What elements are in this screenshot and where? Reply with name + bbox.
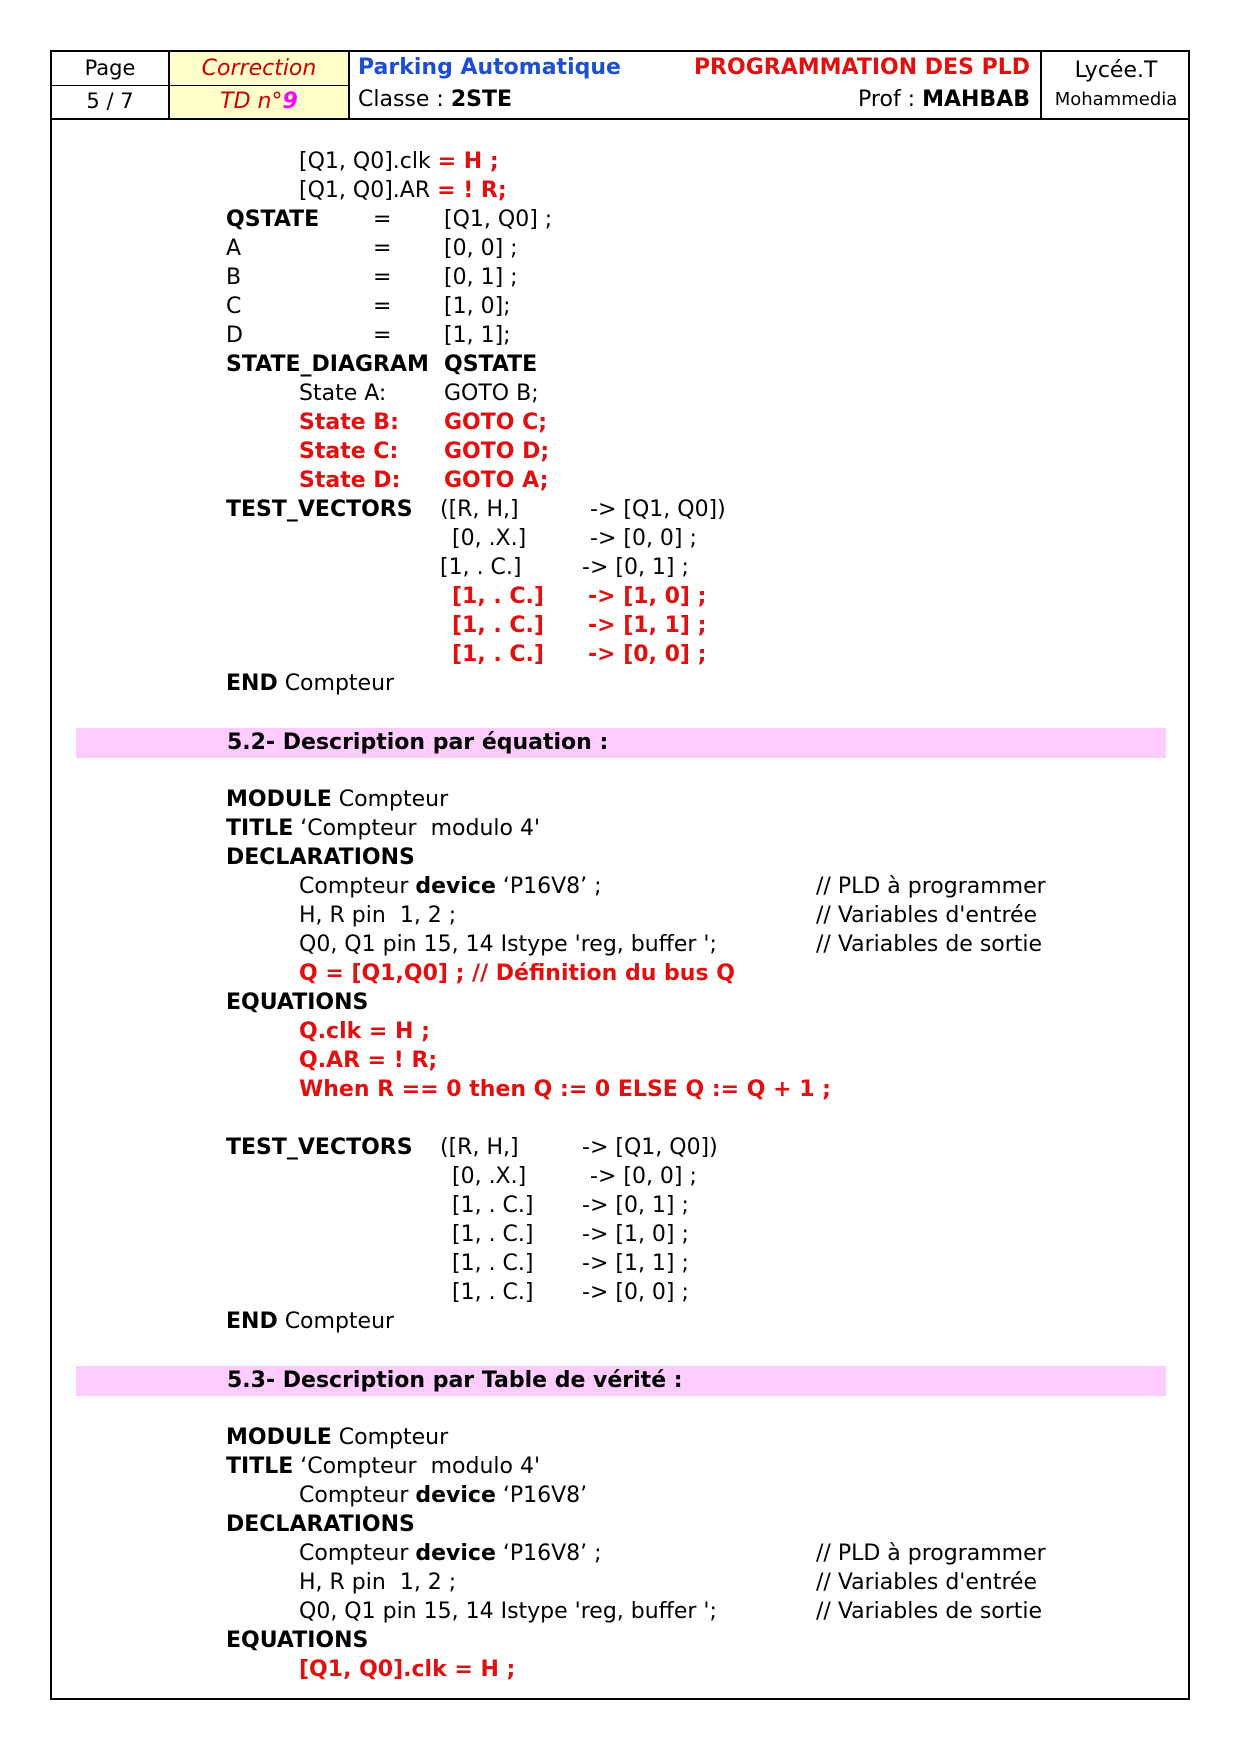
vector-out: -> [0, 1] ; <box>582 555 689 580</box>
subject-title: PROGRAMMATION DES PLD <box>693 55 1030 80</box>
transition-state: State C: <box>299 439 399 464</box>
td-label <box>170 85 348 118</box>
vector-out: -> [0, 0] ; <box>590 1164 697 1189</box>
page-cell <box>52 52 170 118</box>
prof-label: Prof : <box>858 87 923 112</box>
page-frame <box>50 50 1190 1700</box>
device-comment: // PLD à programmer <box>816 874 1046 899</box>
state-eq: = <box>373 265 392 290</box>
vector-out: -> [0, 0] ; <box>582 1280 689 1305</box>
school-cell <box>1042 52 1190 118</box>
end-keyword: END <box>226 1309 278 1334</box>
equation-line: [Q1, Q0].clk = H ; <box>299 1657 516 1682</box>
vector-in: [1, . C.] <box>452 1193 534 1218</box>
vector-in: [1, . C.] <box>452 1222 534 1247</box>
outputs-line: Q0, Q1 pin 15, 14 Istype 'reg, buffer '; <box>299 932 717 957</box>
classe-label: Classe : <box>358 87 451 112</box>
qstate-value: [Q1, Q0] ; <box>444 207 553 232</box>
device-name: Compteur <box>299 1483 416 1508</box>
qstate-keyword: QSTATE <box>226 207 320 232</box>
title-line <box>226 1453 540 1481</box>
equations-keyword: EQUATIONS <box>226 1628 369 1653</box>
vector-in: [1, . C.] <box>452 642 544 667</box>
equation-line: When R == 0 then Q := 0 ELSE Q := Q + 1 ; <box>299 1077 831 1102</box>
section-heading-band <box>76 1366 1166 1396</box>
declarations-keyword: DECLARATIONS <box>226 1512 415 1537</box>
vector-out: -> [1, 1] ; <box>582 1251 689 1276</box>
transition-goto: GOTO B; <box>444 381 539 406</box>
clk-value: = H ; <box>437 149 499 174</box>
tv-head-in: ([R, H,] <box>440 1135 519 1160</box>
transition-goto: GOTO A; <box>444 468 549 493</box>
section-heading: 5.2- Description par équation : <box>227 730 609 755</box>
state-value: [1, 1]; <box>444 323 511 348</box>
state-name: D <box>226 323 243 348</box>
correction-cell <box>170 52 350 118</box>
device-value: ‘P16V8’ <box>495 1483 588 1508</box>
transition-state: State D: <box>299 468 401 493</box>
equation-line: Q.AR = ! R; <box>299 1048 438 1073</box>
vector-out: -> [1, 0] ; <box>582 1222 689 1247</box>
prof-line <box>858 85 1030 115</box>
ar-value: = ! R; <box>437 178 507 203</box>
equation-line: Q.clk = H ; <box>299 1019 430 1044</box>
device-value: ‘P16V8’ ; <box>495 1541 602 1566</box>
school-name: Lycée.T <box>1074 58 1158 83</box>
title-value: ‘Compteur modulo 4' <box>293 816 540 841</box>
classe-line <box>358 85 512 115</box>
transition-goto: GOTO D; <box>444 439 550 464</box>
end-keyword: END <box>226 671 278 696</box>
device-line <box>299 873 602 901</box>
vector-in: [1, . C.] <box>452 584 544 609</box>
end-name: Compteur <box>277 671 395 696</box>
equations-keyword: EQUATIONS <box>226 990 369 1015</box>
doc-title: Parking Automatique <box>358 55 621 80</box>
clk-line <box>299 148 499 176</box>
title-device-line <box>299 1482 587 1510</box>
tv-head-out: -> [Q1, Q0]) <box>582 1135 718 1160</box>
clk-text: [Q1, Q0].clk <box>299 149 438 174</box>
device-comment: // PLD à programmer <box>816 1541 1046 1566</box>
state-name: A <box>226 236 242 261</box>
ar-line <box>299 177 507 205</box>
end-line <box>226 1308 394 1336</box>
page-label: Page <box>52 52 168 86</box>
vector-out: -> [0, 0] ; <box>590 526 697 551</box>
td-prefix: TD n° <box>220 89 283 114</box>
qstate-eq: = <box>373 207 392 232</box>
device-keyword: device <box>415 1483 496 1508</box>
state-value: [0, 0] ; <box>444 236 518 261</box>
title-value: ‘Compteur modulo 4' <box>293 1454 540 1479</box>
transition-state: State A: <box>299 381 387 406</box>
inputs-line: H, R pin 1, 2 ; <box>299 903 457 928</box>
module-name: Compteur <box>331 787 449 812</box>
td-number: 9 <box>282 89 298 114</box>
end-name: Compteur <box>277 1309 395 1334</box>
inputs-comment: // Variables d'entrée <box>816 1570 1038 1595</box>
test-vectors-keyword: TEST_VECTORS <box>226 497 413 522</box>
correction-label: Correction <box>170 52 348 86</box>
vector-out: -> [0, 0] ; <box>588 642 707 667</box>
device-name: Compteur <box>299 1541 416 1566</box>
vector-in: [0, .X.] <box>452 1164 527 1189</box>
ar-text: [Q1, Q0].AR <box>299 178 438 203</box>
outputs-comment: // Variables de sortie <box>816 932 1043 957</box>
vector-in: [1, . C.] <box>452 1251 534 1276</box>
transition-goto: GOTO C; <box>444 410 548 435</box>
state-diagram-value: QSTATE <box>444 352 538 377</box>
device-name: Compteur <box>299 874 416 899</box>
title-line <box>226 815 540 843</box>
prof-value: MAHBAB <box>922 87 1030 112</box>
module-name: Compteur <box>331 1425 449 1450</box>
section-heading: 5.3- Description par Table de vérité : <box>227 1368 683 1393</box>
tv-head-out: -> [Q1, Q0]) <box>590 497 726 522</box>
tv-head-in: ([R, H,] <box>440 497 519 522</box>
module-keyword: MODULE <box>226 787 332 812</box>
section-heading-band <box>76 728 1166 758</box>
state-diagram-keyword: STATE_DIAGRAM <box>226 352 429 377</box>
title-keyword: TITLE <box>226 1454 294 1479</box>
device-keyword: device <box>415 874 496 899</box>
state-value: [1, 0]; <box>444 294 511 319</box>
state-eq: = <box>373 294 392 319</box>
vector-in: [0, .X.] <box>452 526 527 551</box>
vector-in: [1, . C.] <box>452 613 544 638</box>
state-name: C <box>226 294 242 319</box>
test-vectors-keyword: TEST_VECTORS <box>226 1135 413 1160</box>
device-value: ‘P16V8’ ; <box>495 874 602 899</box>
title-keyword: TITLE <box>226 816 294 841</box>
module-keyword: MODULE <box>226 1425 332 1450</box>
declarations-keyword: DECLARATIONS <box>226 845 415 870</box>
inputs-comment: // Variables d'entrée <box>816 903 1038 928</box>
page-header <box>52 52 1188 120</box>
bus-definition: Q = [Q1,Q0] ; // Définition du bus Q <box>299 961 735 986</box>
page-number: 5 / 7 <box>86 89 134 113</box>
vector-out: -> [1, 1] ; <box>588 613 707 638</box>
transition-state: State B: <box>299 410 399 435</box>
vector-out: -> [0, 1] ; <box>582 1193 689 1218</box>
vector-in: [1, . C.] <box>452 1280 534 1305</box>
module-line <box>226 786 448 814</box>
state-eq: = <box>373 323 392 348</box>
outputs-line: Q0, Q1 pin 15, 14 Istype 'reg, buffer '; <box>299 1599 717 1624</box>
title-cell <box>350 52 1042 118</box>
school-city: Mohammedia <box>1054 89 1178 110</box>
device-line <box>299 1540 602 1568</box>
device-keyword: device <box>415 1541 496 1566</box>
state-name: B <box>226 265 242 290</box>
state-value: [0, 1] ; <box>444 265 518 290</box>
vector-out: -> [1, 0] ; <box>588 584 707 609</box>
state-eq: = <box>373 236 392 261</box>
end-line <box>226 670 394 698</box>
classe-value: 2STE <box>450 87 512 112</box>
inputs-line: H, R pin 1, 2 ; <box>299 1570 457 1595</box>
module-line <box>226 1424 448 1452</box>
outputs-comment: // Variables de sortie <box>816 1599 1043 1624</box>
vector-in: [1, . C.] <box>440 555 522 580</box>
